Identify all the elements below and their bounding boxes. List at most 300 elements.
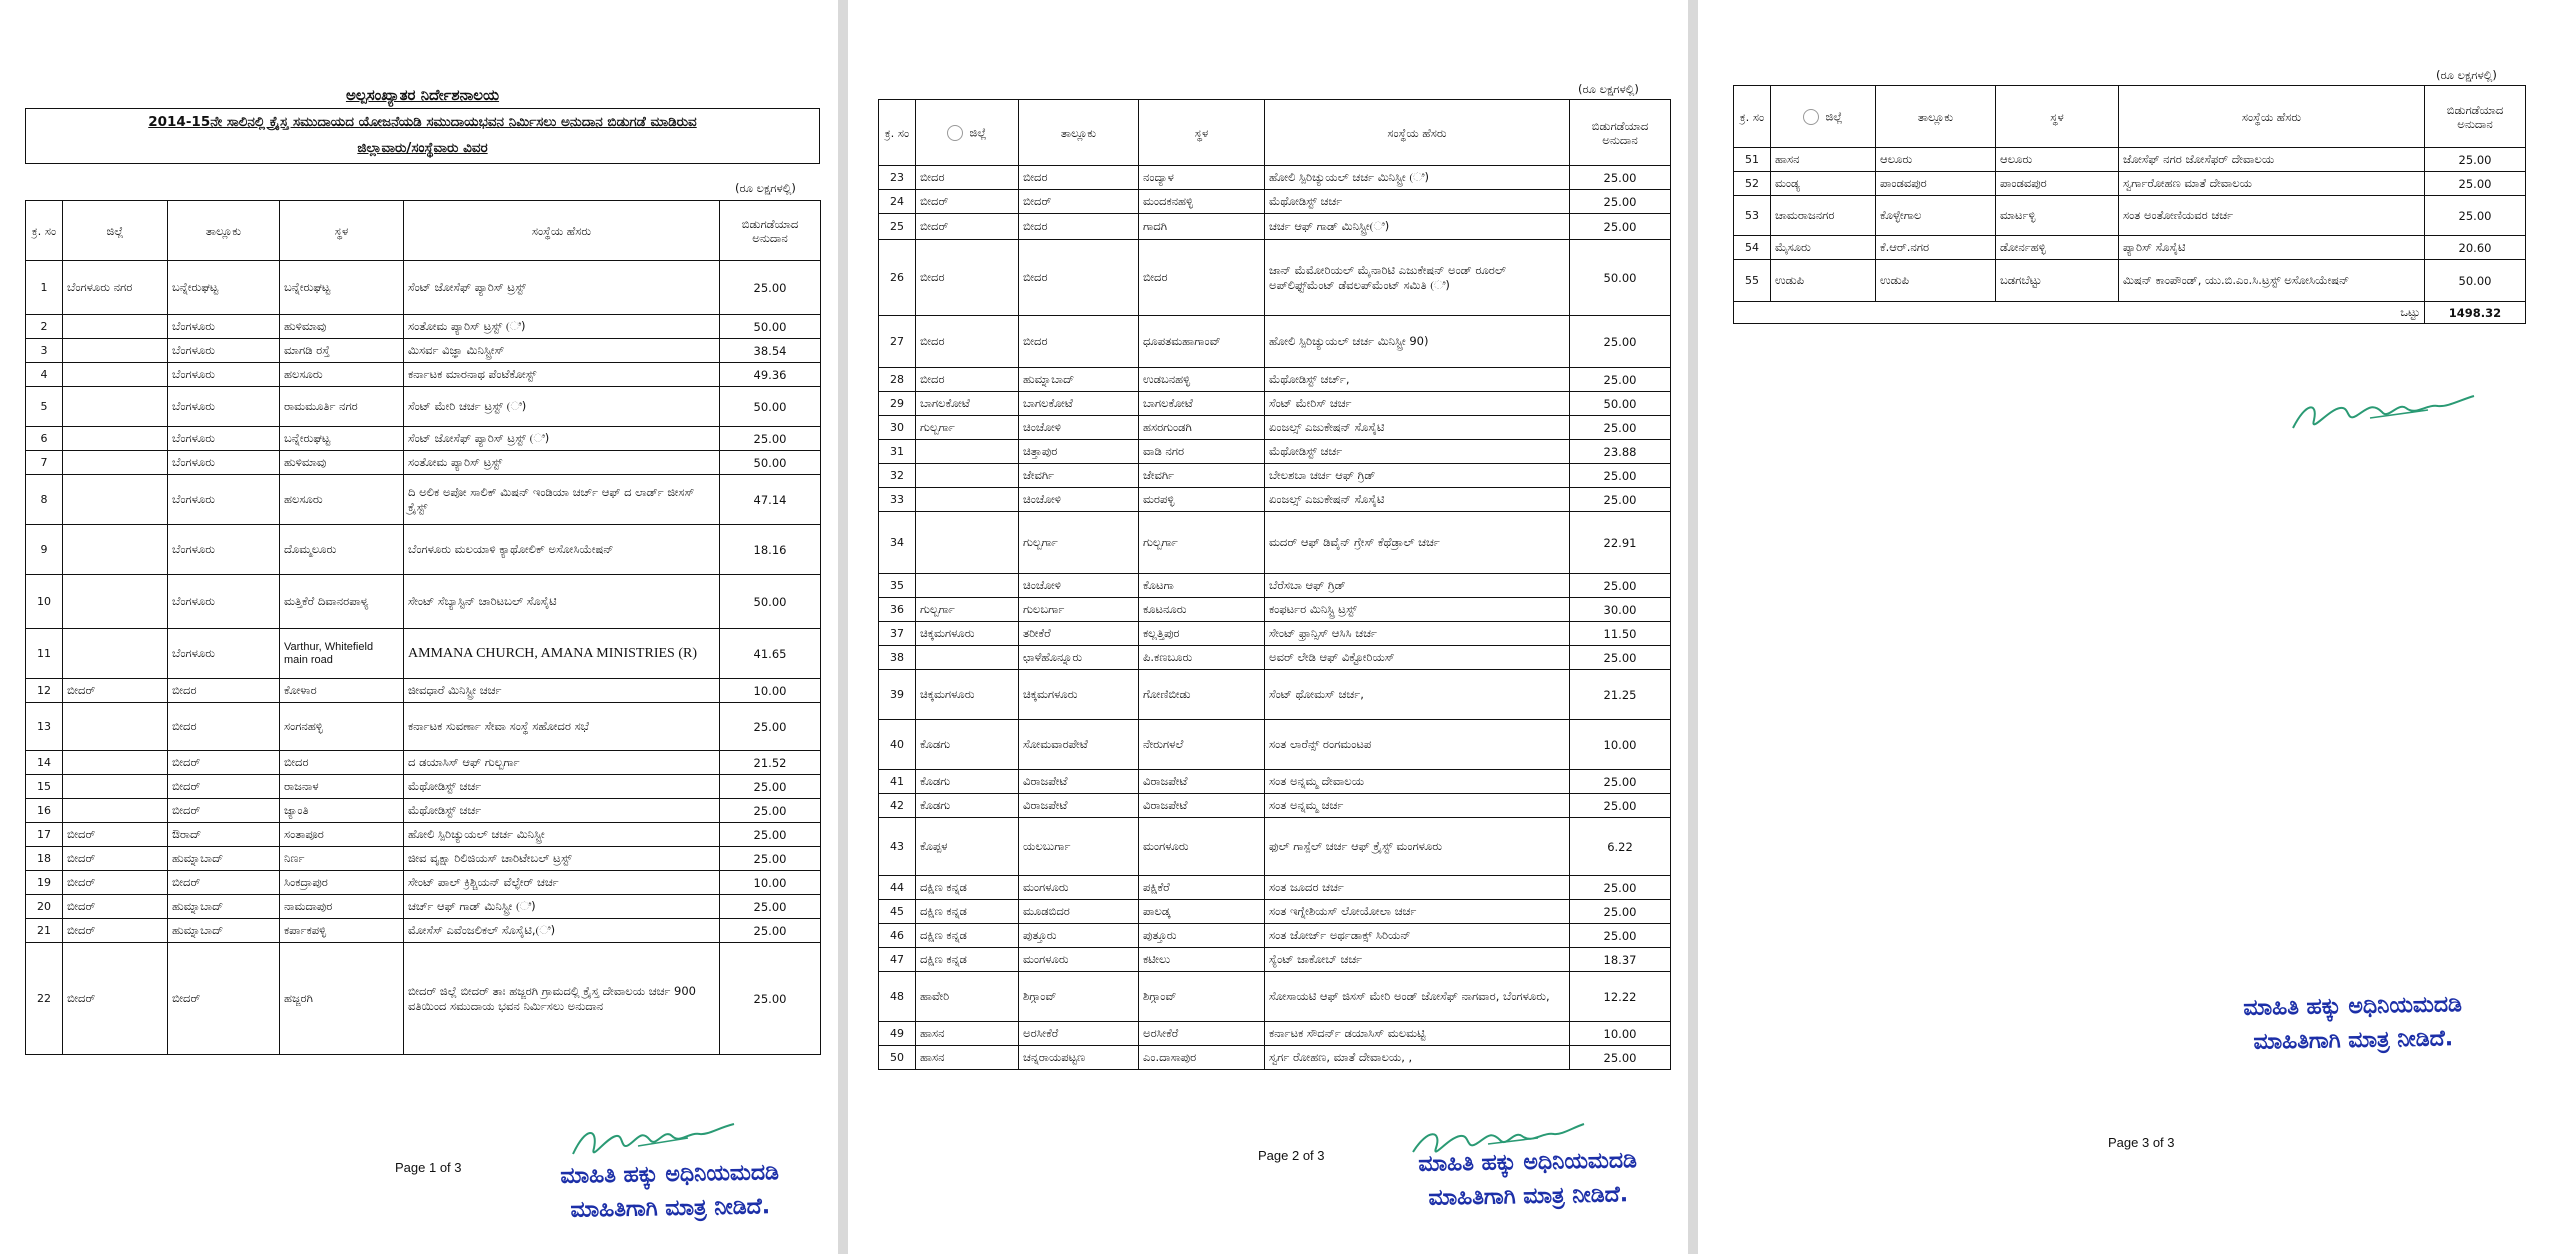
table-row xyxy=(26,427,821,451)
table-row xyxy=(879,464,1671,488)
col-district: ಜಿಲ್ಲೆ xyxy=(63,201,168,261)
cell-institution: ಸೆಂಟ್ ಜೋಸೆಫ್ ಪ್ಯಾರಿಸ್ ಟ್ರಸ್ಟ್ (ಿ) xyxy=(404,427,720,451)
cell-taluk: ಚನ್ನರಾಯಪಟ್ಟಣ xyxy=(1019,1046,1139,1070)
cell-amount: 18.16 xyxy=(720,525,821,575)
office-heading: ಅಲ್ಪಸಂಖ್ಯಾತರ ನಿರ್ದೇಶನಾಲಯ xyxy=(345,86,500,104)
table-row xyxy=(26,315,821,339)
cell-sno: 36 xyxy=(879,598,916,622)
col-institution: ಸಂಸ್ಥೆಯ ಹೆಸರು xyxy=(2119,86,2425,148)
cell-sno: 15 xyxy=(26,775,63,799)
cell-institution: ಬೆಂಗಳೂರು ಮಲಯಾಳಿ ಕ್ಯಾಥೋಲಿಕ್ ಅಸೋಸಿಯೇಷನ್ xyxy=(404,525,720,575)
cell-place: ಬನ್ನೇರುಘಟ್ಟ xyxy=(280,261,404,315)
cell-institution: ಚರ್ಚ ಆಫ್ ಗಾಡ್ ಮಿನಿಸ್ಟ್ರೀ(ಿ) xyxy=(1265,214,1570,240)
cell-sno: 18 xyxy=(26,847,63,871)
cell-place: ಹುಳಿಮಾವು xyxy=(280,451,404,475)
cell-taluk: ಹುಮ್ನಾಬಾದ್ xyxy=(1019,368,1139,392)
cell-sno: 7 xyxy=(26,451,63,475)
table-row xyxy=(879,720,1671,770)
cell-sno: 47 xyxy=(879,948,916,972)
cell-institution: ಜೀವ ವೃಕ್ಷಾ ರಿಲಿಜಿಯಸ್ ಚಾರಿಟೇಬಲ್ ಟ್ರಸ್ಟ್ xyxy=(404,847,720,871)
total-row xyxy=(1734,302,2526,324)
col-amount: ಬಿಡುಗಡೆಯಾದ ಅನುದಾನ xyxy=(2425,86,2526,148)
cell-place: ಎಂ.ದಾಸಾಪುರ xyxy=(1139,1046,1265,1070)
cell-institution: ಮೆಥೋಡಿಸ್ಟ್ ಚರ್ಚ xyxy=(404,775,720,799)
table-row xyxy=(26,475,821,525)
cell-sno: 28 xyxy=(879,368,916,392)
cell-institution: ಸ್ವರ್ಗ ರೋಹಣ, ಮಾತೆ ದೇವಾಲಯ, , xyxy=(1265,1046,1570,1070)
punch-hole-icon xyxy=(947,125,963,141)
cell-taluk: ಬೀದರ xyxy=(168,703,280,751)
cell-institution: ಸೆಂಟ್ ಮೇರಿ ಚರ್ಚ ಟ್ರಸ್ಟ್ (ಿ) xyxy=(404,387,720,427)
cell-sno: 11 xyxy=(26,629,63,679)
cell-sno: 34 xyxy=(879,512,916,574)
cell-place: ಪುತ್ತೂರು xyxy=(1139,924,1265,948)
table-row xyxy=(26,451,821,475)
cell-place: ಬನ್ನೇರುಘಟ್ಟ xyxy=(280,427,404,451)
col-district: ಜಿಲ್ಲೆ xyxy=(916,100,1019,166)
cell-district: ಗುಲ್ಬರ್ಗಾ xyxy=(916,416,1019,440)
cell-taluk: ಛಾಳೆಹೊನ್ನೂರು xyxy=(1019,646,1139,670)
cell-place: ಹಸರಗುಂಡಗಿ xyxy=(1139,416,1265,440)
cell-amount: 6.22 xyxy=(1570,818,1671,876)
cell-institution: ಹೋಲಿ ಸ್ಪಿರಿಚ್ಯುಯಲ್ ಚರ್ಚ ಮಿನಿಸ್ಟ್ರೀ 90) xyxy=(1265,316,1570,368)
table-header-row xyxy=(1734,86,2526,148)
cell-sno: 9 xyxy=(26,525,63,575)
cell-district: ಬೀದರ xyxy=(916,316,1019,368)
table-row xyxy=(26,943,821,1055)
cell-taluk: ಚಿತ್ತಾಪುರ xyxy=(1019,440,1139,464)
cell-institution: ಸಂತೋಮ ಪ್ಯಾರಿಸ್ ಟ್ರಸ್ಟ್ (ಿ) xyxy=(404,315,720,339)
cell-sno: 55 xyxy=(1734,260,1771,302)
cell-district xyxy=(63,475,168,525)
cell-taluk: ಬೆಂಗಳೂರು xyxy=(168,629,280,679)
cell-district: ಬೀದರ xyxy=(916,368,1019,392)
cell-place: ಮಂಗಳೂರು xyxy=(1139,818,1265,876)
cell-district xyxy=(63,427,168,451)
cell-district: ಬೀದರ್ xyxy=(916,190,1019,214)
cell-institution: ಸೆಂಟ್ ಥೋಮಸ್ ಚರ್ಚ, xyxy=(1265,670,1570,720)
cell-place: ಹಜ್ಜರಗಿ xyxy=(280,943,404,1055)
cell-place: Varthur, Whitefield main road xyxy=(280,629,404,679)
cell-district: ಹಾವೇರಿ xyxy=(916,972,1019,1022)
cell-taluk: ಜೇವರ್ಗಿ xyxy=(1019,464,1139,488)
cell-place: ವಿರಾಜಪೇಟೆ xyxy=(1139,794,1265,818)
cell-amount: 25.00 xyxy=(1570,416,1671,440)
cell-amount: 10.00 xyxy=(1570,1022,1671,1046)
cell-taluk: ಬೀದರ xyxy=(1019,214,1139,240)
cell-amount: 25.00 xyxy=(2425,148,2526,172)
cell-taluk: ಬೆಂಗಳೂರು xyxy=(168,315,280,339)
table-row xyxy=(26,703,821,751)
cell-taluk: ಮಂಗಳೂರು xyxy=(1019,948,1139,972)
cell-place: ನೇರುಗಳಲೆ xyxy=(1139,720,1265,770)
cell-district: ಮೈಸೂರು xyxy=(1771,236,1876,260)
table-row xyxy=(1734,148,2526,172)
cell-institution: ಬೆರೆಸಬಾ ಆಫ್ ಗ್ರಿಡ್ xyxy=(1265,574,1570,598)
cell-sno: 53 xyxy=(1734,196,1771,236)
cell-institution: ಫುಲ್ ಗಾಸ್ಪೆಲ್ ಚರ್ಚ ಆಫ್ ಕ್ರೈಸ್ಟ್ ಮಂಗಳೂರು xyxy=(1265,818,1570,876)
cell-sno: 17 xyxy=(26,823,63,847)
cell-amount: 25.00 xyxy=(1570,900,1671,924)
cell-taluk: ಹುಮ್ನಾಬಾದ್ xyxy=(168,847,280,871)
cell-place: ರಾಮಮೂರ್ತಿ ನಗರ xyxy=(280,387,404,427)
cell-taluk: ಚಿಂಚೋಳಿ xyxy=(1019,416,1139,440)
cell-amount: 25.00 xyxy=(1570,190,1671,214)
cell-district: ಚಿಕ್ಕಮಗಳೂರು xyxy=(916,670,1019,720)
cell-institution: ಸೋಸಾಯಟಿ ಆಫ್ ಜಿಸಸ್ ಮೇರಿ ಅಂಡ್ ಜೋಸೆಫ್ ನಾಗವಾರ, ಬೆಂಗಳೂರು, xyxy=(1265,972,1570,1022)
cell-sno: 5 xyxy=(26,387,63,427)
page-number-3: Page 3 of 3 xyxy=(2108,1135,2175,1150)
table-row xyxy=(26,775,821,799)
cell-place: ಸಂಗನಹಳ್ಳಿ xyxy=(280,703,404,751)
cell-amount: 21.25 xyxy=(1570,670,1671,720)
cell-place: ಬೀದರ xyxy=(1139,240,1265,316)
cell-sno: 51 xyxy=(1734,148,1771,172)
cell-institution: ಮೋಸೆಸ್ ಎವೆಂಜಲಿಕಲ್ ಸೊಸೈಟಿ,(ಿ) xyxy=(404,919,720,943)
rti-stamp-2 xyxy=(1377,1143,1678,1216)
table-row xyxy=(879,598,1671,622)
cell-sno: 14 xyxy=(26,751,63,775)
cell-sno: 8 xyxy=(26,475,63,525)
cell-amount: 25.00 xyxy=(1570,574,1671,598)
cell-amount: 10.00 xyxy=(1570,720,1671,770)
cell-amount: 50.00 xyxy=(720,315,821,339)
cell-institution: ಜೋಸೆಫ್ ನಗರ ಜೋಸೆಫರ್ ದೇವಾಲಯ xyxy=(2119,148,2425,172)
cell-amount: 23.88 xyxy=(1570,440,1671,464)
cell-place: ಧೂಪತಮಹಾಗಾಂವ್ xyxy=(1139,316,1265,368)
cell-institution: ಕರ್ನಾಟಕ ಮಾರನಾಥ ಪೆಂಟೆಕೋಸ್ಟ್ xyxy=(404,363,720,387)
cell-district: ಹಾಸನ xyxy=(916,1046,1019,1070)
table-row xyxy=(879,770,1671,794)
cell-place: ಶಿಗ್ಗಾಂವ್ xyxy=(1139,972,1265,1022)
cell-district xyxy=(63,575,168,629)
cell-place: ಬೀದರ xyxy=(280,751,404,775)
cell-taluk: ಪುತ್ತೂರು xyxy=(1019,924,1139,948)
cell-taluk: ಬೀದರ್ xyxy=(168,751,280,775)
cell-institution: ಸೇಂಟ್ ಪಾಲ್ ಕ್ರಿಶ್ಚಿಯನ್ ವೆಲ್ಫೇರ್ ಚರ್ಚ xyxy=(404,871,720,895)
cell-sno: 32 xyxy=(879,464,916,488)
cell-sno: 3 xyxy=(26,339,63,363)
cell-taluk: ಬೆಂಗಳೂರು xyxy=(168,427,280,451)
document-page-3 xyxy=(1698,0,2560,1254)
cell-taluk: ಬೆಂಗಳೂರು xyxy=(168,387,280,427)
table-row xyxy=(879,574,1671,598)
cell-place: ಸಿಂಕದ್ರಾಪುರ xyxy=(280,871,404,895)
cell-institution: ಸೆಂಟ್ ಮೇರಿಸ್ ಚರ್ಚ xyxy=(1265,392,1570,416)
page-number-2: Page 2 of 3 xyxy=(1258,1148,1325,1163)
table-row xyxy=(879,900,1671,924)
document-title xyxy=(25,108,820,164)
cell-taluk: ಬೆಂಗಳೂರು xyxy=(168,363,280,387)
cell-amount: 21.52 xyxy=(720,751,821,775)
cell-amount: 25.00 xyxy=(1570,1046,1671,1070)
cell-place: ಕರ್ಪಾಕಪಳ್ಳಿ xyxy=(280,919,404,943)
cell-sno: 10 xyxy=(26,575,63,629)
cell-taluk: ಯಲಬುರ್ಗಾ xyxy=(1019,818,1139,876)
cell-taluk: ಕೆ.ಆರ್.ನಗರ xyxy=(1876,236,1996,260)
page-number-1: Page 1 of 3 xyxy=(395,1160,462,1175)
cell-district: ಚಾಮರಾಜನಗರ xyxy=(1771,196,1876,236)
cell-district xyxy=(63,751,168,775)
cell-taluk: ಚಿಂಚೋಳಿ xyxy=(1019,574,1139,598)
col-taluk: ತಾಲ್ಲೂಕು xyxy=(1876,86,1996,148)
col-institution: ಸಂಸ್ಥೆಯ ಹೆಸರು xyxy=(404,201,720,261)
cell-amount: 50.00 xyxy=(2425,260,2526,302)
table-row xyxy=(26,871,821,895)
cell-place: ಸಂತಾಪೂರ xyxy=(280,823,404,847)
cell-district xyxy=(63,525,168,575)
cell-sno: 19 xyxy=(26,871,63,895)
cell-institution: ಸ್ವರ್ಗಾರೋಹಣ ಮಾತೆ ದೇವಾಲಯ xyxy=(2119,172,2425,196)
cell-taluk: ಬೆಂಗಳೂರು xyxy=(168,525,280,575)
cell-amount: 25.00 xyxy=(720,427,821,451)
cell-sno: 52 xyxy=(1734,172,1771,196)
table-row xyxy=(879,794,1671,818)
cell-sno: 21 xyxy=(26,919,63,943)
cell-sno: 33 xyxy=(879,488,916,512)
cell-taluk: ತರೀಕೆರೆ xyxy=(1019,622,1139,646)
stamp-line-2: ಮಾಹಿತಿಗಾಗಿ ಮಾತ್ರ ನೀಡಿದೆ. xyxy=(570,1194,771,1223)
cell-taluk: ಪಾಂಡವಪುರ xyxy=(1876,172,1996,196)
cell-sno: 26 xyxy=(879,240,916,316)
cell-taluk: ಬೀದರ xyxy=(1019,240,1139,316)
table-row xyxy=(26,629,821,679)
col-place: ಸ್ಥಳ xyxy=(1139,100,1265,166)
cell-amount: 38.54 xyxy=(720,339,821,363)
cell-district: ದಕ್ಷಿಣ ಕನ್ನಡ xyxy=(916,948,1019,972)
unit-note: (ರೂ ಲಕ್ಷಗಳಲ್ಲಿ) xyxy=(735,181,796,195)
cell-place: ಅರಸೀಕೆರೆ xyxy=(1139,1022,1265,1046)
cell-taluk: ಮೂಡಬಿದರ xyxy=(1019,900,1139,924)
cell-institution: ಸಂತ ಜೋರ್ಜ್ ಅರ್ಥಡಾಕ್ಸ್ ಸಿರಿಯನ್ xyxy=(1265,924,1570,948)
cell-amount: 25.00 xyxy=(2425,172,2526,196)
cell-sno: 24 xyxy=(879,190,916,214)
rti-stamp-3 xyxy=(2187,987,2518,1061)
cell-district xyxy=(916,512,1019,574)
cell-amount: 25.00 xyxy=(720,799,821,823)
cell-taluk: ಬೆಂಗಳೂರು xyxy=(168,451,280,475)
cell-amount: 25.00 xyxy=(1570,646,1671,670)
cell-institution: ಮೆಥೋಡಿಸ್ಟ್ ಚರ್ಚ್, xyxy=(1265,368,1570,392)
cell-sno: 20 xyxy=(26,895,63,919)
table-row xyxy=(879,876,1671,900)
cell-place: ನಿರ್ಣ xyxy=(280,847,404,871)
cell-place: ಕಲ್ಲತ್ತಿಪುರ xyxy=(1139,622,1265,646)
cell-institution: ಸಂತ ಅಂತೋಣಿಯವರ ಚರ್ಚ xyxy=(2119,196,2425,236)
cell-amount: 25.00 xyxy=(1570,770,1671,794)
cell-taluk: ಗುಲಬರ್ಗಾ xyxy=(1019,598,1139,622)
cell-place: ಕೋಳಾರ xyxy=(280,679,404,703)
unit-note-2: (ರೂ ಲಕ್ಷಗಳಲ್ಲಿ) xyxy=(1578,82,1639,96)
table-row xyxy=(879,214,1671,240)
cell-institution: ಕರ್ನಾಟಕ ಸುವರ್ಣಾ ಸೇವಾ ಸಂಸ್ಥೆ ಸಹೋದರ ಸಭೆ xyxy=(404,703,720,751)
signature-3 xyxy=(2288,388,2478,440)
col-amount: ಬಿಡುಗಡೆಯಾದ ಅನುದಾನ xyxy=(1570,100,1671,166)
col-sno: ಕ್ರ. ಸಂ xyxy=(1734,86,1771,148)
cell-district: ಕೊಪ್ಪಳ xyxy=(916,818,1019,876)
cell-place: ಕೂಟನೂರು xyxy=(1139,598,1265,622)
cell-sno: 54 xyxy=(1734,236,1771,260)
cell-institution: ಮಿಸರ್ವ ವಿಜ್ಞಾ ಮಿನಿಸ್ಟ್ರೀಸ್ xyxy=(404,339,720,363)
cell-sno: 29 xyxy=(879,392,916,416)
cell-sno: 1 xyxy=(26,261,63,315)
cell-institution: ದ ಡಯಾಸಿಸ್ ಆಫ್ ಗುಲ್ಬರ್ಗಾ xyxy=(404,751,720,775)
cell-district xyxy=(63,451,168,475)
cell-place: ಮಾಗಡಿ ರಸ್ತೆ xyxy=(280,339,404,363)
cell-district xyxy=(63,363,168,387)
stamp-line-1: ಮಾಹಿತಿ ಹಕ್ಕು ಅಧಿನಿಯಮದಡಿ xyxy=(560,1160,780,1189)
cell-institution: ಏಂಜಲ್ಸ್ ಎಜುಕೇಷನ್ ಸೊಸೈಟಿ xyxy=(1265,488,1570,512)
cell-institution: ಪ್ಯಾರಿಸ್ ಸೊಸೈಟಿ xyxy=(2119,236,2425,260)
cell-amount: 20.60 xyxy=(2425,236,2526,260)
cell-institution: ಬೇಲಶಬಾ ಚರ್ಚ ಆಫ್ ಗ್ರಿಡ್ xyxy=(1265,464,1570,488)
cell-place: ಆಲೂರು xyxy=(1996,148,2119,172)
cell-place: ಮತ್ತಿಕೆರೆ ದಿವಾನರಪಾಳ್ಯ xyxy=(280,575,404,629)
cell-institution: ಮೆಥೋಡಿಸ್ಟ್ ಚರ್ಚ xyxy=(1265,440,1570,464)
cell-taluk: ಕೊಳ್ಳೇಗಾಲ xyxy=(1876,196,1996,236)
cell-place: ಪಿ.ಕಣಬೂರು xyxy=(1139,646,1265,670)
table-row xyxy=(26,823,821,847)
col-district: ಜಿಲ್ಲೆ xyxy=(1771,86,1876,148)
cell-sno: 46 xyxy=(879,924,916,948)
cell-amount: 25.00 xyxy=(720,775,821,799)
cell-place: ಬಾಗಲಕೋಟೆ xyxy=(1139,392,1265,416)
cell-sno: 43 xyxy=(879,818,916,876)
cell-institution: ಕರ್ನಾಟಕ ಸೌದರ್ನ್ ಡಯಾಸಿಸ್ ಮಲಮಟ್ಟಿ xyxy=(1265,1022,1570,1046)
cell-amount: 25.00 xyxy=(720,919,821,943)
cell-institution: AMMANA CHURCH, AMANA MINISTRIES (R) xyxy=(404,629,720,679)
cell-taluk: ಅರಸೀಕೆರೆ xyxy=(1019,1022,1139,1046)
cell-sno: 12 xyxy=(26,679,63,703)
cell-amount: 25.00 xyxy=(1570,316,1671,368)
stamp-line-2: ಮಾಹಿತಿಗಾಗಿ ಮಾತ್ರ ನೀಡಿದೆ. xyxy=(1428,1182,1629,1211)
cell-district xyxy=(916,488,1019,512)
table-row xyxy=(879,488,1671,512)
cell-sno: 50 xyxy=(879,1046,916,1070)
cell-taluk: ಆಲೂರು xyxy=(1876,148,1996,172)
table-row xyxy=(879,1022,1671,1046)
cell-district: ಬೀದರ್ xyxy=(63,919,168,943)
table-row xyxy=(1734,260,2526,302)
table-row xyxy=(26,895,821,919)
cell-taluk: ಔರಾದ್ xyxy=(168,823,280,847)
cell-amount: 50.00 xyxy=(720,387,821,427)
cell-amount: 25.00 xyxy=(1570,166,1671,190)
cell-amount: 25.00 xyxy=(1570,368,1671,392)
total-value: 1498.32 xyxy=(2425,302,2526,324)
table-row xyxy=(26,339,821,363)
grant-table-page-2 xyxy=(878,99,1671,1070)
cell-amount: 41.65 xyxy=(720,629,821,679)
cell-taluk: ಬೀದರ xyxy=(1019,316,1139,368)
cell-district: ಬೀದರ್ xyxy=(63,823,168,847)
cell-amount: 25.00 xyxy=(720,943,821,1055)
cell-sno: 35 xyxy=(879,574,916,598)
col-place: ಸ್ಥಳ xyxy=(1996,86,2119,148)
cell-institution: ಸೇಂಟ್ ಫ್ರಾನ್ಸಿಸ್ ಆಸಿಸಿ ಚರ್ಚ xyxy=(1265,622,1570,646)
col-taluk: ತಾಲ್ಲೂಕು xyxy=(168,201,280,261)
cell-place: ಬಡಗಬೆಟ್ಟು xyxy=(1996,260,2119,302)
cell-amount: 10.00 xyxy=(720,679,821,703)
cell-institution: ಸಂತ ಅನ್ನಮ್ಮ ಚರ್ಚ xyxy=(1265,794,1570,818)
cell-taluk: ಸೋಮವಾರಪೇಟೆ xyxy=(1019,720,1139,770)
cell-amount: 25.00 xyxy=(2425,196,2526,236)
cell-district: ಬೀದರ್ xyxy=(63,895,168,919)
cell-place: ಉಡಬನಹಳ್ಳಿ xyxy=(1139,368,1265,392)
cell-sno: 31 xyxy=(879,440,916,464)
cell-taluk: ಬೆಂಗಳೂರು xyxy=(168,475,280,525)
col-institution: ಸಂಸ್ಥೆಯ ಹೆಸರು xyxy=(1265,100,1570,166)
cell-district: ಕೊಡಗು xyxy=(916,770,1019,794)
cell-amount: 10.00 xyxy=(720,871,821,895)
cell-taluk: ಬೆಂಗಳೂರು xyxy=(168,339,280,363)
table-row xyxy=(26,751,821,775)
cell-place: ನಾಮದಾಪುರ xyxy=(280,895,404,919)
cell-taluk: ಹುಮ್ನಾಬಾದ್ xyxy=(168,895,280,919)
cell-place: ಪಾಂಡವಪುರ xyxy=(1996,172,2119,196)
cell-district: ದಕ್ಷಿಣ ಕನ್ನಡ xyxy=(916,876,1019,900)
cell-taluk: ಚಿಂಚೋಳಿ xyxy=(1019,488,1139,512)
table-row xyxy=(879,440,1671,464)
cell-district: ದಕ್ಷಿಣ ಕನ್ನಡ xyxy=(916,924,1019,948)
table-row xyxy=(1734,196,2526,236)
cell-taluk: ಬೀದರ್ xyxy=(168,871,280,895)
cell-place: ಕೊಟಗಾ xyxy=(1139,574,1265,598)
cell-district xyxy=(63,387,168,427)
cell-district: ಬೀದರ್ xyxy=(63,847,168,871)
cell-place: ನಂದ್ಯಾಳ xyxy=(1139,166,1265,190)
title-line-1: 2014-15ನೇ ಸಾಲಿನಲ್ಲಿ ಕ್ರೈಸ್ತ ಸಮುದಾಯದ ಯೋಜನೆಯಡಿ ಸಮುದಾಯಭವನ ನಿರ್ಮಿಸಲು ಅನುದಾನ ಬಿಡುಗಡೆ ಮಾಡಿರುವ xyxy=(148,114,697,130)
cell-district xyxy=(63,703,168,751)
cell-amount: 49.36 xyxy=(720,363,821,387)
table-header-row xyxy=(879,100,1671,166)
table-row xyxy=(26,387,821,427)
cell-district: ಬೀದರ್ xyxy=(916,214,1019,240)
cell-sno: 25 xyxy=(879,214,916,240)
cell-taluk: ಬೀದರ್ xyxy=(168,943,280,1055)
cell-district xyxy=(916,464,1019,488)
table-row xyxy=(26,799,821,823)
cell-institution: ಬೀದರ್ ಜಿಲ್ಲೆ ಬೀದರ್ ತಾಃ ಹಜ್ಜರಗಿ ಗ್ರಾಮದಲ್ಲಿ ಕ್ರೈಸ್ತ ದೇವಾಲಯ ಚರ್ಚ 900 ವತಿಯಿಂದ ಸಮುದಾಯ ಭವನ ನಿರ್ಮಿಸಲು ಅನುದಾನ xyxy=(404,943,720,1055)
cell-sno: 44 xyxy=(879,876,916,900)
col-place: ಸ್ಥಳ xyxy=(280,201,404,261)
cell-district: ಉಡುಪಿ xyxy=(1771,260,1876,302)
cell-taluk: ವಿರಾಜಪೇಟೆ xyxy=(1019,794,1139,818)
unit-note-3: (ರೂ ಲಕ್ಷಗಳಲ್ಲಿ) xyxy=(2436,68,2497,82)
cell-place: ಡೋರ್ನಹಳ್ಳಿ xyxy=(1996,236,2119,260)
cell-institution: ಅವರ್ ಲೇಡಿ ಆಫ್ ವಿಕ್ಟೋರಿಯಸ್ xyxy=(1265,646,1570,670)
cell-institution: ಜಾನ್ ಮೆಮೋರಿಯಲ್ ಮೈನಾರಿಟಿ ಎಜುಕೇಷನ್ ಅಂಡ್ ರೂರಲ್ ಅಪ್‌ಲಿಫ್ಟ್‌ಮೆಂಟ್ ಡೆವಲಪ್‌ಮೆಂಟ್ ಸಮಿತಿ (ಿ) xyxy=(1265,240,1570,316)
cell-institution: ಹೋಲಿ ಸ್ಪಿರಿಚ್ಯುಯಲ್ ಚರ್ಚ ಮಿನಿಸ್ಟ್ರೀ (ಿ) xyxy=(1265,166,1570,190)
cell-amount: 22.91 xyxy=(1570,512,1671,574)
table-row xyxy=(26,847,821,871)
cell-district xyxy=(63,315,168,339)
cell-sno: 48 xyxy=(879,972,916,1022)
cell-amount: 25.00 xyxy=(720,895,821,919)
table-row xyxy=(879,316,1671,368)
cell-sno: 16 xyxy=(26,799,63,823)
cell-institution: ಚರ್ಚ್ ಆಫ್ ಗಾಡ್ ಮಿನಿಸ್ಟ್ರೀ (ಿ) xyxy=(404,895,720,919)
table-row xyxy=(1734,172,2526,196)
cell-district: ಬಾಗಲಕೋಟೆ xyxy=(916,392,1019,416)
cell-institution: ಹೋಲಿ ಸ್ಪಿರಿಚ್ಯುಯಲ್ ಚರ್ಚ ಮಿನಿಸ್ಟ್ರೀ xyxy=(404,823,720,847)
cell-institution: ದಿ ಅಲಿಕ ಅಪೋ ಸಾಲಿಕ್ ಮಿಷನ್ ಇಂಡಿಯಾ ಚರ್ಚ್ ಆಫ್ ದ ಲಾರ್ಡ್ ಜೀಸಸ್ ಕ್ರೈಸ್ಟ್ xyxy=(404,475,720,525)
stamp-line-1: ಮಾಹಿತಿ ಹಕ್ಕು ಅಧಿನಿಯಮದಡಿ xyxy=(2243,992,2463,1021)
cell-place: ಹುಳಿಮಾವು xyxy=(280,315,404,339)
cell-district: ಹಾಸನ xyxy=(1771,148,1876,172)
cell-sno: 40 xyxy=(879,720,916,770)
cell-taluk: ಬೀದರ xyxy=(168,679,280,703)
